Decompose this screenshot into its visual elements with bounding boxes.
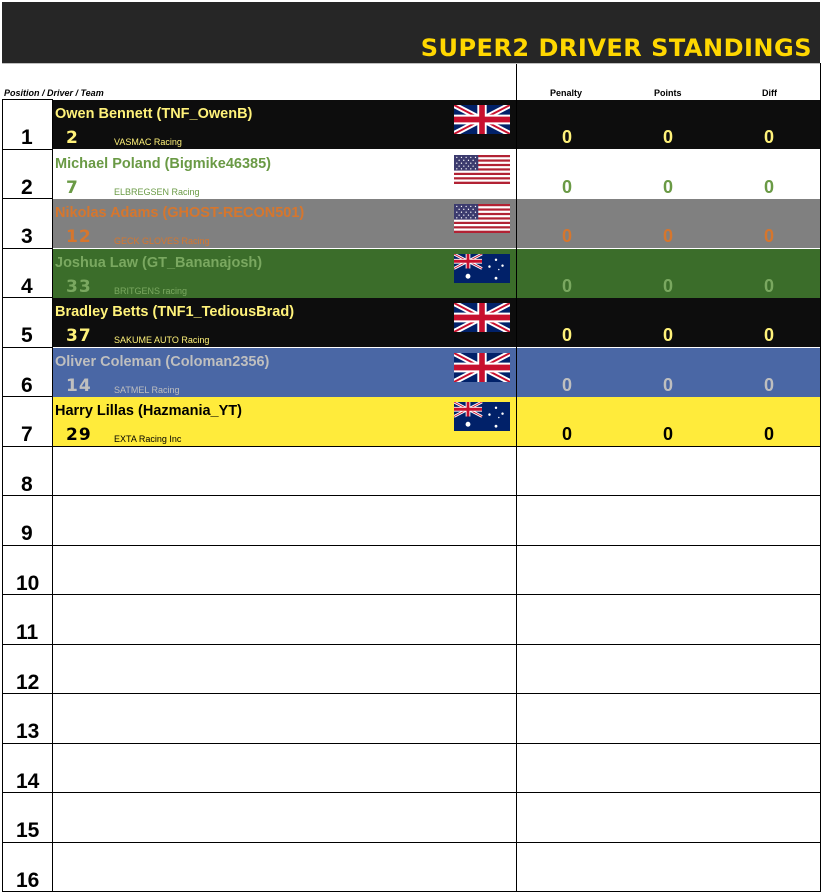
- header-divider: [2, 63, 820, 64]
- points-value: 0: [662, 374, 673, 395]
- penalty-value: 0: [561, 275, 572, 296]
- position-cell: [2, 150, 52, 199]
- diff-value: 0: [763, 374, 774, 395]
- team-name: VASMAC Racing: [114, 137, 182, 147]
- position-cell: [2, 694, 52, 743]
- row-divider: [2, 792, 820, 793]
- position-number: 4: [21, 274, 33, 298]
- driver-row: [52, 348, 820, 397]
- driver-row: [52, 298, 820, 347]
- row-divider: [2, 594, 820, 595]
- team-name: BRITGENS racing: [114, 285, 188, 296]
- row-divider: [2, 446, 820, 447]
- empty-row: [52, 843, 820, 892]
- penalty-value: 0: [561, 374, 572, 395]
- position-number: 7: [21, 423, 33, 446]
- driver-name: Owen Bennett (TNF_OwenB): [55, 106, 253, 122]
- position-number: 15: [16, 819, 40, 842]
- position-number: 11: [16, 621, 39, 644]
- driver-name: Harry Lillas (Hazmania_YT): [55, 403, 242, 419]
- position-cell: [2, 199, 52, 248]
- position-number: 10: [16, 571, 40, 595]
- driver-row: [52, 397, 820, 446]
- car-number: 14: [66, 375, 92, 396]
- column-header-position-driver-team: Position / Driver / Team: [4, 88, 104, 98]
- us-flag: [454, 204, 510, 233]
- uk-flag: [454, 105, 510, 134]
- empty-row: [52, 496, 820, 545]
- car-number: 12: [66, 227, 92, 247]
- car-number: 33: [66, 276, 92, 297]
- position-number: 13: [16, 720, 40, 743]
- empty-row: [52, 595, 820, 644]
- row-divider: [2, 891, 820, 892]
- position-number: 14: [16, 769, 40, 793]
- penalty-value: 0: [561, 176, 572, 197]
- team-name: ELBREGSEN Racing: [114, 186, 200, 197]
- row-divider: [2, 347, 52, 348]
- team-name: SAKUME AUTO Racing: [114, 335, 210, 345]
- empty-row: [52, 744, 820, 793]
- points-value: 0: [662, 226, 673, 246]
- row-divider: [2, 149, 52, 150]
- row-divider: [2, 693, 820, 694]
- position-number: 5: [21, 324, 33, 347]
- driver-name: Joshua Law (GT_Bananajosh): [55, 254, 263, 271]
- points-value: 0: [662, 176, 673, 197]
- driver-row: [52, 150, 820, 199]
- penalty-value: 0: [561, 424, 572, 444]
- diff-value: 0: [763, 325, 774, 345]
- uk-flag: [454, 353, 510, 382]
- team-name: SATMEL Racing: [114, 384, 180, 395]
- driver-row: [52, 199, 820, 248]
- position-cell: [2, 744, 52, 793]
- driver-name: Michael Poland (Bigmike46385): [55, 155, 271, 172]
- diff-value: 0: [763, 275, 774, 296]
- column-header-penalty: Penalty: [550, 88, 583, 98]
- position-cell: [2, 496, 52, 545]
- position-cell: [2, 645, 52, 694]
- points-value: 0: [662, 127, 673, 147]
- points-value: 0: [662, 275, 673, 296]
- penalty-value: 0: [561, 226, 572, 246]
- position-number: 2: [21, 175, 33, 199]
- penalty-value: 0: [561, 325, 572, 345]
- row-divider: [2, 545, 820, 546]
- position-number: 9: [21, 522, 33, 545]
- driver-name: Nikolas Adams (GHOST-RECON501): [55, 205, 305, 221]
- car-number: 29: [66, 425, 92, 445]
- position-cell: [2, 298, 52, 347]
- car-number: 37: [66, 326, 92, 346]
- diff-value: 0: [763, 226, 774, 246]
- position-cell: [2, 793, 52, 842]
- diff-value: 0: [763, 424, 774, 444]
- car-number: 7: [66, 177, 79, 198]
- diff-value: 0: [763, 127, 774, 147]
- driver-row: [52, 249, 820, 298]
- empty-row: [52, 447, 820, 496]
- column-header-points: Points: [654, 88, 682, 98]
- position-number: 8: [21, 472, 33, 496]
- points-value: 0: [662, 424, 673, 444]
- driver-name: Bradley Betts (TNF1_TediousBrad): [55, 304, 295, 320]
- position-cell: [2, 100, 52, 149]
- column-divider: [516, 63, 517, 892]
- penalty-value: 0: [561, 127, 572, 147]
- position-number: 16: [16, 868, 40, 892]
- row-divider: [2, 198, 52, 199]
- position-cell: [2, 249, 52, 298]
- column-header-diff: Diff: [762, 88, 777, 98]
- au-flag: [454, 254, 510, 283]
- row-divider: [2, 644, 820, 645]
- standings-header: [2, 2, 820, 63]
- position-number: 3: [21, 225, 33, 248]
- empty-row: [52, 694, 820, 743]
- row-divider: [2, 248, 52, 249]
- row-divider: [2, 495, 820, 496]
- position-number: 6: [21, 373, 33, 397]
- position-number: 12: [16, 670, 40, 694]
- row-divider: [2, 99, 52, 100]
- uk-flag: [454, 303, 510, 332]
- us-flag: [454, 155, 510, 184]
- position-cell: [2, 546, 52, 595]
- row-divider: [2, 842, 820, 843]
- page-title: SUPER2 DRIVER STANDINGS: [420, 34, 812, 62]
- car-number: 2: [66, 128, 79, 148]
- column-divider: [52, 99, 53, 892]
- driver-name: Oliver Coleman (Coloman2356): [55, 353, 270, 370]
- driver-row: [52, 100, 820, 149]
- team-name: EXTA Racing Inc: [114, 434, 182, 444]
- position-number: 1: [21, 126, 33, 149]
- position-cell: [2, 595, 52, 644]
- position-cell: [2, 348, 52, 397]
- points-value: 0: [662, 325, 673, 345]
- empty-row: [52, 546, 820, 595]
- team-name: GECK GLOVES Racing: [114, 236, 210, 246]
- row-divider: [2, 396, 52, 397]
- column-divider: [2, 99, 3, 892]
- position-cell: [2, 397, 52, 446]
- position-cell: [2, 843, 52, 892]
- empty-row: [52, 793, 820, 842]
- diff-value: 0: [763, 176, 774, 197]
- au-flag: [454, 402, 510, 431]
- row-divider: [2, 297, 52, 298]
- row-divider: [2, 743, 820, 744]
- position-cell: [2, 447, 52, 496]
- empty-row: [52, 645, 820, 694]
